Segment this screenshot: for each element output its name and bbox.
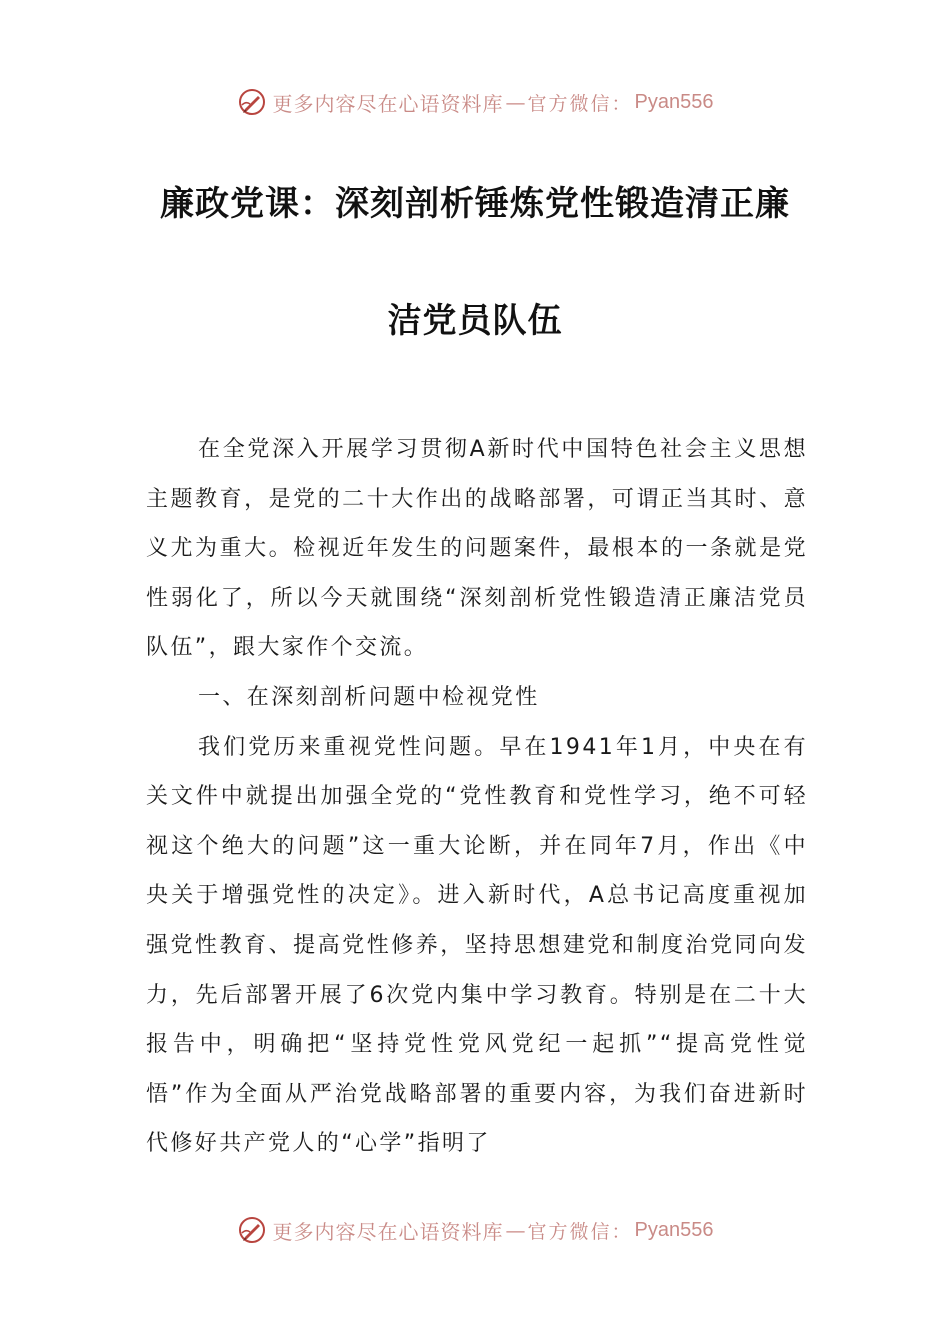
watermark-banner-bottom xyxy=(0,1210,950,1250)
watermark-banner-top xyxy=(0,82,950,122)
watermark-dash: — xyxy=(505,1218,526,1242)
pen-logo-icon xyxy=(237,1215,267,1245)
document-title-line-1: 廉政党课：深刻剖析锤炼党性锻造清正廉 xyxy=(160,184,790,224)
watermark-wechat-label: 官方微信： xyxy=(527,1220,633,1243)
watermark-wechat-label: 官方微信： xyxy=(527,92,633,115)
pen-logo-icon xyxy=(237,87,267,117)
paragraph-party-spirit: 我们党历来重视党性问题。早在1941年1月，中央在有关文件中就提出加强全党的“党性教育和党性学习，绝不可轻视这个绝大的问题”这一重大论断，并在同年7月，作出《中央关于增强党性的决定》。进入新时代，A总书记高度重视加强党性教育、提高党性修养，坚持思想建党和制度治党同向发力，先后部署开展了6次党内集中学习教育。特别是在二十大报告中，明确把“坚持党性党风党纪一起抓”“提高党性觉悟”作为全面从严治党战略部署的重要内容，为我们奋进新时代修好共产党人的“心学”指明了 xyxy=(146,734,808,1157)
watermark-brand: 更多内容尽在心语资料库 xyxy=(272,1219,504,1244)
document-title-line-2: 洁党员队伍 xyxy=(387,301,563,341)
paragraph-intro: 在全党深入开展学习贯彻A新时代中国特色社会主义思想主题教育，是党的二十大作出的战略部署，可谓正当其时、意义尤为重大。检视近年发生的问题案件，最根本的一条就是党性弱化了，所以今天就围绕“深刻剖析党性锻造清正廉洁党员队伍”，跟大家作个交流。 xyxy=(146,437,808,661)
watermark-wechat-id: Pyan556 xyxy=(634,90,714,113)
watermark-wechat-id: Pyan556 xyxy=(634,1218,714,1241)
watermark-brand: 更多内容尽在心语资料库 xyxy=(272,91,504,116)
watermark-dash: — xyxy=(505,90,526,114)
document-body xyxy=(146,425,808,1169)
section-heading-1: 一、在深刻剖析问题中检视党性 xyxy=(198,684,540,710)
